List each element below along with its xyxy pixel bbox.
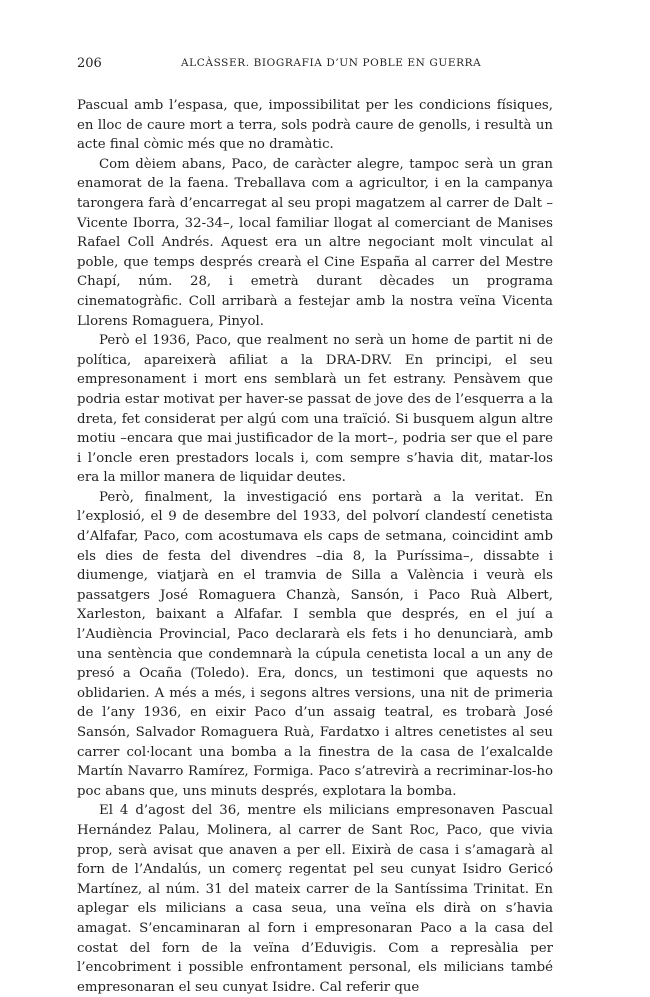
paragraph-3: Però el 1936, Paco, que realment no serà un home de partit ni de política, apareixerà afiliat a la DRA-DRV. En principi, el seu empresonament i mort ens semblarà un fet estrany. Pensàvem que podria estar motivat per haver-se passat de jove des de l’esquerra a la dreta, fet considerat per algú com una traïció. Si busquem algun altre motiu –encara que mai justificador de la mort–, podria ser que el pare i l’oncle eren prestadors locals i, com sempre s’havia dit, matar-los era la millor manera de liquidar deutes.: [77, 333, 553, 486]
page-number: 206: [77, 56, 102, 71]
paragraph-4: Però, finalment, la investigació ens portarà a la veritat. En l’explosió, el 9 de desembre del 1933, del polvorí clandestí cenetista d’Alfafar, Paco, com acostumava els caps de setmana, coincidint amb els dies de festa del divendres –dia 8, la Puríssima–, dissabte i diumenge, viatjarà en el tramvia de Silla a València i veurà els passatgers José Romaguera Chanzà, Sansón, i Paco Ruà Albert, Xarleston, baixant a Alfafar. I sembla que després, en el juí a l’Audiència Provincial, Paco declararà els fets i ho denunciarà, amb una sentència que condemnarà la cúpula cenetista local a un any de presó a Ocaña (Toledo). Era, doncs, un testimoni que aquests no oblidarien. A més a més, i segons altres versions, una nit de primeria de l’any 1936, en eixir Paco d’un assaig teatral, es trobarà José Sansón, Salvador Romaguera Ruà, Fardatxo i altres cenetistes al seu carrer col·locant una bomba a la finestra de la casa de l’exalcalde Martín Navarro Ramírez, Formiga. Paco s’atrevirà a recriminar-los-ho poc abans que, uns minuts després, explotara la bomba.: [77, 489, 553, 799]
body-text: [77, 96, 553, 997]
page-header: [77, 56, 553, 74]
running-title: ALCÀSSER. BIOGRAFIA D’UN POBLE EN GUERRA: [181, 57, 482, 69]
paragraph-2: Com dèiem abans, Paco, de caràcter alegre, tampoc serà un gran enamorat de la faena. Treballava com a agricultor, i en la campanya tarongera farà d’encarregat al seu propi magatzem al carrer de Dalt –Vicente Iborra, 32-34–, local familiar llogat al comerciant de Manises Rafael Coll Andrés. Aquest era un altre negociant molt vinculat al poble, que temps després crearà el Cine España al carrer del Mestre Chapí, núm. 28, i emetrà durant dècades un programa cinematogràfic. Coll arribarà a festejar amb la nostra veïna Vicenta Llorens Romaguera, Pinyol.: [77, 156, 553, 329]
paragraph-1: Pascual amb l’espasa, que, impossibilitat per les condicions físiques, en lloc de caure mort a terra, sols podrà caure de genolls, i resultà un acte final còmic més que no dramàtic.: [77, 98, 553, 153]
paragraph-5: El 4 d’agost del 36, mentre els milicians empresonaven Pascual Hernández Palau, Molinera, al carrer de Sant Roc, Paco, que vivia prop, serà avisat que anaven a per ell. Eixirà de casa i s’amagarà al forn de l’Andalús, un comerç regentat pel seu cunyat Isidro Gericó Martínez, al núm. 31 del mateix carrer de la Santíssima Trinitat. En aplegar els milicians a casa seua, una veïna els dirà on s’havia amagat. S’encaminaran al forn i empresonaran Paco a la casa del costat del forn de la veïna d’Eduvigis. Com a represàlia per l’encobriment i possible enfrontament personal, els milicians també empresonaran el seu cunyat Isidre. Cal referir que: [77, 803, 553, 995]
